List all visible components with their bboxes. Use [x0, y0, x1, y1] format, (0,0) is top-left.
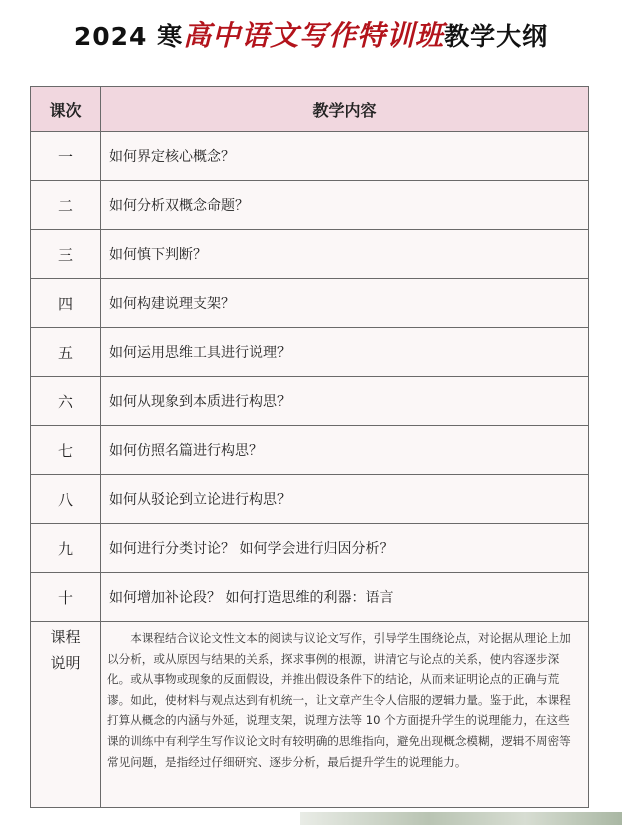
table-row: [31, 230, 589, 279]
table-row: [31, 328, 589, 377]
title-season: 寒: [157, 22, 184, 51]
lesson-content: 如何从驳论到立论进行构思？: [101, 475, 589, 524]
course-note-label-line2: 说明: [50, 654, 81, 672]
course-note-row: [31, 622, 589, 808]
syllabus-table: [30, 86, 589, 808]
lesson-content: 如何进行分类讨论？ 如何学会进行归因分析？: [101, 524, 589, 573]
table-row: [31, 573, 589, 622]
lesson-content: 如何从现象到本质进行构思？: [101, 377, 589, 426]
lesson-number: 十: [31, 573, 101, 622]
table-row: [31, 475, 589, 524]
lesson-number: 二: [31, 181, 101, 230]
lesson-content: 如何构建说理支架？: [101, 279, 589, 328]
lesson-content: 如何运用思维工具进行说理？: [101, 328, 589, 377]
lesson-content: 如何界定核心概念？: [101, 132, 589, 181]
table-header-row: [31, 87, 589, 132]
title-tail: 教学大纲: [444, 22, 549, 51]
lesson-number: 一: [31, 132, 101, 181]
table-row: [31, 132, 589, 181]
table-row: [31, 524, 589, 573]
lesson-number: 五: [31, 328, 101, 377]
lesson-content: 如何慎下判断？: [101, 230, 589, 279]
table-row: [31, 181, 589, 230]
lesson-number: 三: [31, 230, 101, 279]
lesson-number: 四: [31, 279, 101, 328]
table-row: [31, 377, 589, 426]
lesson-content: 如何仿照名篇进行构思？: [101, 426, 589, 475]
title-highlight: 高中语文写作特训班: [183, 19, 445, 52]
table-row: [31, 279, 589, 328]
lesson-number: 八: [31, 475, 101, 524]
header-content: 教学内容: [101, 87, 589, 132]
table-row: [31, 426, 589, 475]
lesson-number: 九: [31, 524, 101, 573]
lesson-number: 六: [31, 377, 101, 426]
course-note-label: [31, 622, 101, 808]
header-lesson: 课次: [31, 87, 101, 132]
course-note-label-line1: 课程: [50, 628, 81, 646]
title-year: 2024: [73, 22, 148, 51]
lesson-content: 如何分析双概念命题？: [101, 181, 589, 230]
course-note-body: 本课程结合议论文性文本的阅读与议论文写作，引导学生围绕论点，对论据从理论上加以分析，或从原因与结果的关系，探求事例的根源，讲清它与论点的关系，使内容逐步深化。或从事物或现象的反面假设，并推出假设条件下的结论，从而来证明论点的正确与荒谬。如此，使材料与观点达到有机统一，让文章产生令人信服的逻辑力量。鉴于此，本课程打算从概念的内涵与外延，说理支架，说理方法等 10 个方面提升学生的说理能力，在这些课的训练中有利学生写作议论文时有较明确的思维指向，避免出现概念模糊，逻辑不周密等常见问题，是指经过仔细研究、逐步分析，最后提升学生的说理能力。: [101, 622, 589, 808]
lesson-number: 七: [31, 426, 101, 475]
lesson-content: 如何增加补论段？ 如何打造思维的利器：语言: [101, 573, 589, 622]
background-photo-strip: [300, 812, 622, 825]
page-title: [0, 14, 622, 54]
